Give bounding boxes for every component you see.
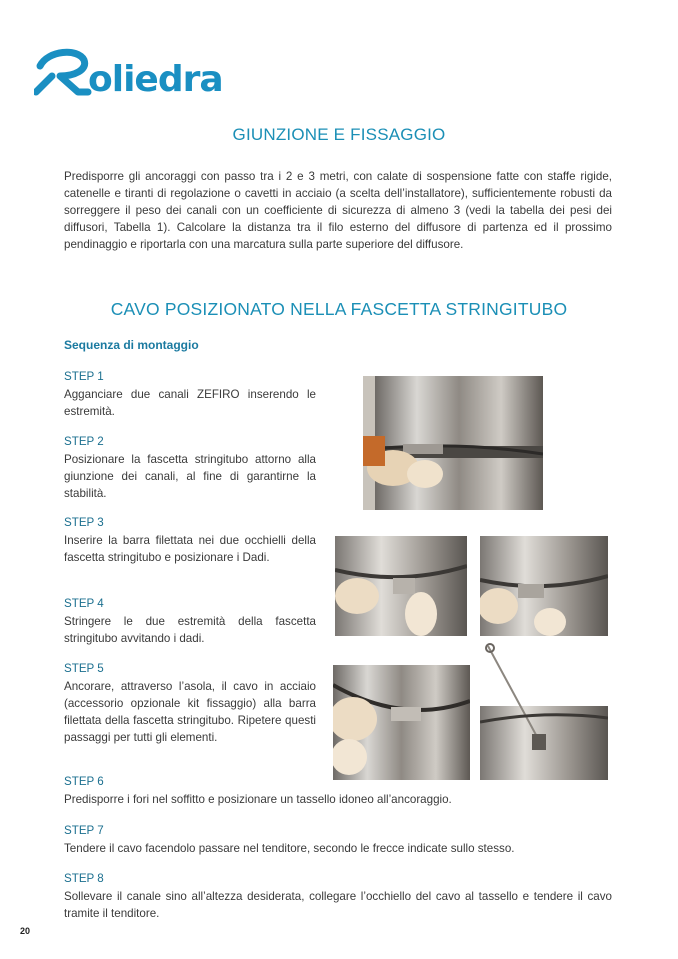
step-2-text: Posizionare la fascetta stringitubo attorno alla giunzione dei canali, al fine di garantirne la stabilità. [64,453,316,500]
step-5-text: Ancorare, attraverso l’asola, il cavo in acciaio (accessorio opzionale kit fissaggio) alla barra filettata della fascetta stringitubo. Ripetere questi passaggi per tutti gli elementi. [64,680,316,744]
step-7-text: Tendere il cavo facendolo passare nel tenditore, secondo le frecce indicate sullo stesso. [64,842,515,855]
photo-step-5-b [480,640,608,780]
step-4-text: Stringere le due estremità della fascetta stringitubo avvitando i dadi. [64,615,316,645]
step-1-label: STEP 1 [64,370,104,383]
photo-step-1-2 [363,376,543,510]
photo-step-4 [480,536,608,636]
step-6-label: STEP 6 [64,775,104,788]
step-8-text: Sollevare il canale sino all’altezza desiderata, collegare l’occhiello del cavo al tassello e tendere il cavo tramite il tenditore. [64,890,612,920]
page-number: 20 [20,926,31,936]
step-3-label: STEP 3 [64,516,104,529]
section-title-cavo: CAVO POSIZIONATO NELLA FASCETTA STRINGITUBO [110,299,568,319]
logo-wordmark: oliedra [88,59,223,98]
step-6-text: Predisporre i fori nel soffitto e posizionare un tassello idoneo all’ancoraggio. [64,793,452,806]
photo-step-3 [335,536,467,636]
photo-step-5-a [333,665,470,780]
step-4-label: STEP 4 [64,597,104,610]
step-1-text: Agganciare due canali ZEFIRO inserendo le estremità. [64,388,316,418]
roliedra-logo [34,42,254,98]
section-paragraph: Predisporre gli ancoraggi con passo tra i 2 e 3 metri, con calate di sospensione fatte con staffe rigide, catenelle e tiranti di regolazione o cavetti in acciaio (a scelta dell’installatore), sufficientemente robusti da sorreggere il peso dei canali con un coefficiente di sicurezza di almeno 3 (vedi la tabella dei pesi dei diffusori, Tabella 1). Calcolare la distanza tra il filo esterno del diffusore di partenza ed il prossimo pendinaggio e riportarla con una marcatura sulla parte superiore del diffusore. [64,170,612,251]
step-2-label: STEP 2 [64,435,104,448]
step-3-text: Inserire la barra filettata nei due occhielli della fascetta stringitubo e posizionare i Dadi. [64,534,316,564]
step-5-label: STEP 5 [64,662,104,675]
step-7-label: STEP 7 [64,824,104,837]
sequence-subtitle: Sequenza di montaggio [64,338,199,352]
section-title-giunzione: GIUNZIONE E FISSAGGIO [232,125,446,144]
step-8-label: STEP 8 [64,872,104,885]
